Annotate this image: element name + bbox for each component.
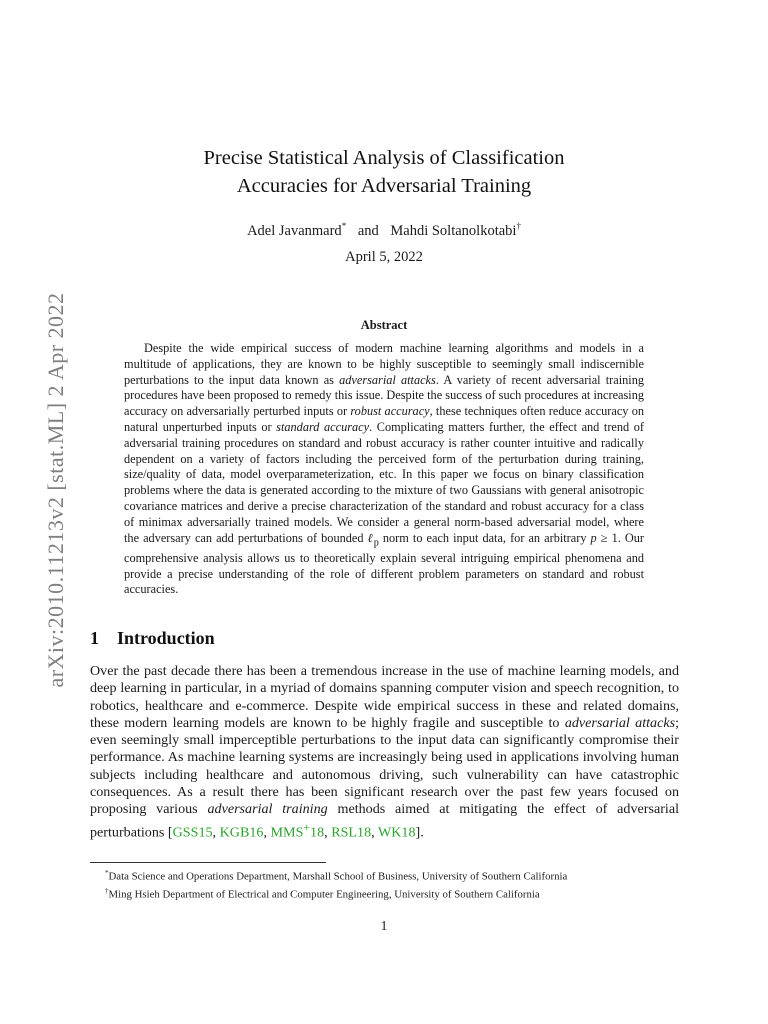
emphasized-text: standard accuracy (276, 419, 370, 434)
publication-date: April 5, 2022 (345, 249, 423, 265)
emphasized-text: adversarial training (207, 801, 328, 818)
citation-link[interactable]: RSL18 (331, 824, 372, 841)
paragraph-text: , (371, 824, 378, 841)
author-name: Mahdi Soltanolkotabi (390, 222, 517, 239)
emphasized-text: p (590, 530, 597, 545)
footnote (105, 866, 705, 884)
author-footnote-mark: * (341, 221, 347, 231)
author-list (130, 216, 638, 241)
title-line: Precise Statistical Analysis of Classification (203, 147, 565, 169)
citation-link[interactable]: KGB16 (219, 824, 264, 841)
paragraph-text: , (263, 824, 271, 841)
emphasized-text: ℓ (367, 530, 374, 545)
paragraph-text: Despite the wide empirical success of modern machine learning algorithms and models in a multitude of applications, they are known to be highly susceptible to seemingly small indiscernible perturbations to the input data known as (124, 341, 644, 387)
abstract-heading: Abstract (360, 318, 408, 332)
abstract-body (124, 341, 644, 598)
subscript-text: p (373, 537, 379, 549)
footnote (105, 884, 705, 902)
author-separator: and (357, 222, 379, 239)
footnote-text: Ming Hsieh Department of Electrical and Computer Engineering, University of Southern California (108, 888, 540, 901)
emphasized-text: robust accuracy (350, 404, 430, 419)
paragraph-text: . Complicating matters further, the effect and trend of adversarial training procedures on standard and robust accuracy is rather counter intuitive and radically dependent on a variety of factors including the perceived form of the perturbation during training, size/quality of data, model overparameterization, etc. In this paper we focus on binary classification problems where the data is generated according to the mixture of two Gaussians with general anisotropic covariance matrices and derive a precise characterization of the standard and robust accuracy for a class of minimax adversarially trained models. We consider a general norm-based adversarial model, where the adversary can add perturbations of bounded (124, 419, 644, 545)
footnote-text: Data Science and Operations Department, Marshall School of Business, University of Southern California (108, 870, 568, 883)
paper-title (130, 144, 638, 200)
section-title: Introduction (117, 628, 215, 648)
paragraph-text: methods aimed at mitigating the effect of adversarial perturbations [ (90, 801, 679, 841)
title-line: Accuracies for Adversarial Training (236, 175, 532, 197)
introduction-paragraph (90, 663, 679, 842)
section-heading (90, 627, 215, 649)
author-name: Adel Javanmard (247, 222, 342, 239)
paragraph-text: , (324, 824, 332, 841)
footnote-mark: * (105, 869, 109, 877)
page-number: 1 (380, 918, 388, 933)
section-number: 1 (90, 628, 99, 648)
arxiv-identifier-stamp: arXiv:2010.11213v2 [stat.ML] 2 Apr 2022 (43, 292, 68, 688)
citation-link[interactable]: MMS (270, 824, 304, 841)
footnote-mark: † (105, 886, 109, 895)
paragraph-text: ]. (415, 824, 424, 841)
paragraph-text: , these techniques often reduce accuracy on natural unperturbed inputs or (124, 404, 644, 434)
emphasized-text: adversarial attacks (339, 372, 436, 387)
footnote-divider (90, 862, 326, 863)
citation-link[interactable]: 18 (310, 824, 325, 841)
paragraph-text: . A variety of recent adversarial training procedures have been proposed to remedy this issue. Despite the success of such procedures at increasing accuracy on adversarially perturbed inputs or (124, 372, 644, 419)
paragraph-text: Over the past decade there has been a tremendous increase in the use of machine learning models, and deep learning in particular, in a myriad of domains spanning computer vision and speech recognition, to robotics, healthcare and e-commerce. Despite wide empirical success in these and related domains, these modern learning models are known to be highly fragile and susceptible to (90, 663, 679, 731)
citation-link[interactable]: GSS15 (172, 824, 213, 841)
author-footnote-mark: † (516, 221, 521, 231)
paragraph-text: , (212, 824, 220, 841)
footnotes (105, 866, 705, 901)
citation-superscript[interactable]: + (303, 820, 311, 834)
paragraph-text: ; even seemingly small imperceptible perturbations to the input data can significantly compromise their performance. As machine learning systems are increasingly being used in applications involving human subjects including healthcare and autonomous driving, such vulnerability can have catastrophic consequences. As a result there has been significant research over the past few years focused on proposing various (90, 714, 679, 818)
paragraph-text: ≥ 1. Our comprehensive analysis allows us to theoretically explain several intriguing empirical phenomena and provide a precise understanding of the role of different problem parameters on standard and robust accuracies. (124, 530, 644, 597)
emphasized-text: adversarial attacks (564, 714, 676, 731)
paragraph-text: norm to each input data, for an arbitrary (378, 530, 591, 545)
citation-link[interactable]: WK18 (377, 824, 416, 841)
